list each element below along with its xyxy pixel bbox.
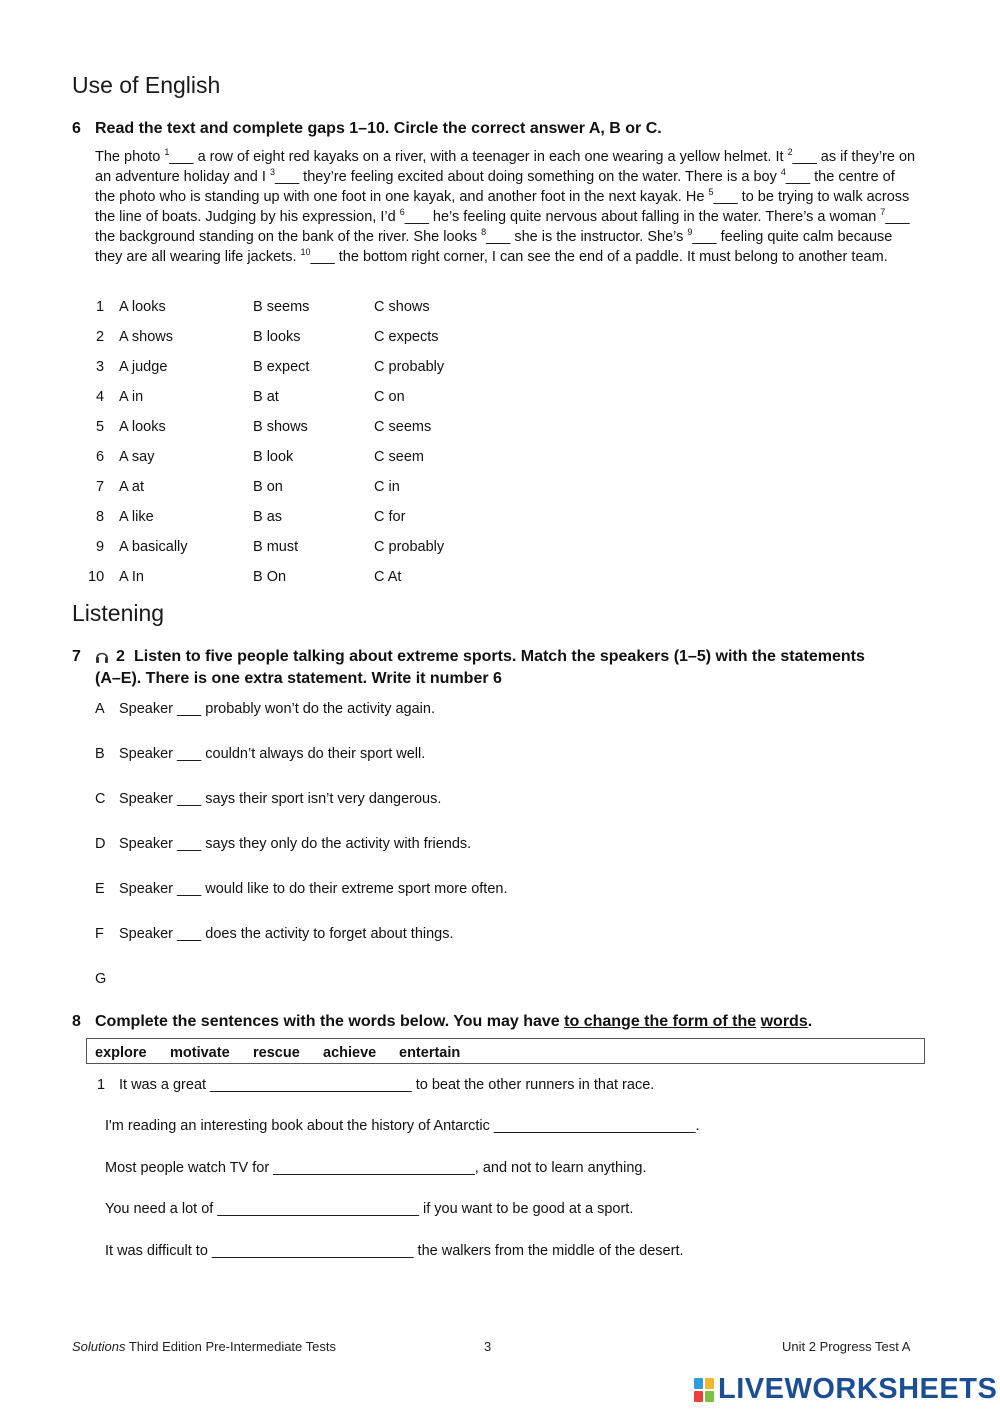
option-row (0, 299, 1000, 319)
statement-row (0, 791, 1000, 811)
item-number: 4 (96, 389, 105, 405)
word-bank-item: motivate (170, 1045, 230, 1061)
question-instruction-line1: Listen to five people talking about extreme sports. Match the speakers (1–5) with the statements (134, 648, 865, 665)
sentence-text[interactable]: You need a lot of _________________________ if you want to be good at a sport. (105, 1201, 634, 1217)
liveworksheets-logo-text: LIVEWORKSHEETS (718, 1373, 998, 1405)
question-number: 7 (72, 648, 81, 665)
option-row (0, 329, 1000, 349)
audio-icon[interactable] (95, 649, 109, 670)
option-b[interactable]: B looks (253, 329, 301, 345)
sentence-row (0, 1243, 1000, 1263)
statement-text[interactable]: Speaker ___ probably won’t do the activity again. (119, 701, 435, 717)
statement-letter: A (95, 701, 105, 717)
section-heading-use-of-english: Use of English (72, 72, 221, 98)
option-row (0, 479, 1000, 499)
statement-text[interactable]: Speaker ___ says they only do the activity with friends. (119, 836, 472, 852)
option-row (0, 509, 1000, 529)
item-number: 2 (96, 329, 105, 345)
question-number: 6 (72, 120, 81, 137)
track-number: 2 (116, 648, 125, 665)
sentence-text[interactable]: I'm reading an interesting book about the history of Antarctic _________________________. (105, 1118, 700, 1134)
option-c[interactable]: C shows (374, 299, 430, 315)
statement-row (0, 971, 1000, 991)
item-number: 1 (96, 299, 105, 315)
item-number: 6 (96, 449, 105, 465)
word-bank (86, 1038, 925, 1064)
word-bank-item: rescue (253, 1045, 300, 1061)
item-number: 10 (88, 569, 105, 585)
option-a[interactable]: A say (119, 449, 155, 465)
option-c[interactable]: C At (374, 569, 402, 585)
option-row (0, 569, 1000, 589)
sentence-text[interactable]: Most people watch TV for _________________________, and not to learn anything. (105, 1160, 647, 1176)
statement-row (0, 881, 1000, 901)
option-c[interactable]: C for (374, 509, 406, 525)
item-number: 5 (96, 419, 105, 435)
statement-row (0, 701, 1000, 721)
statement-letter: D (95, 836, 106, 852)
option-b[interactable]: B at (253, 389, 279, 405)
option-b[interactable]: B as (253, 509, 283, 525)
option-row (0, 389, 1000, 409)
reading-passage: The photo $^1$___ a row of eight red kayaks on a river, with a teenager in each one wearing a yellow helmet. It $^2$___ as if they’re on an adventure holiday and I $^3$___ they’re feeling excited about doing something on the water. There is a boy $^4$___ the centre of the photo who is standing up with one foot in one kayak, and another foot in the next kayak. He $^5$___ to be trying to walk across the line of boats. Judging by his expression, I’d $^6$___ he’s feeling quite nervous about falling in the water. There’s a woman $^7$___ the background standing on the bank of the river. She looks $^8$___ she is the instructor. She’s $^9$___ feeling quite calm because they are all wearing life jackets. $^{10}$___ the bottom right corner, I can see the end of a paddle. It must belong to another team. (95, 147, 916, 265)
option-b[interactable]: B On (253, 569, 287, 585)
statement-letter: F (95, 926, 104, 942)
statement-row (0, 746, 1000, 766)
sentence-row (0, 1160, 1000, 1180)
option-b[interactable]: B shows (253, 419, 308, 435)
option-a[interactable]: A looks (119, 419, 166, 435)
statement-text[interactable]: Speaker ___ says their sport isn’t very dangerous. (119, 791, 442, 807)
option-row (0, 419, 1000, 439)
question-instruction: Read the text and complete gaps 1–10. Circle the correct answer A, B or C. (95, 120, 662, 137)
question-instruction-line2: (A–E). There is one extra statement. Write it number 6 (95, 670, 502, 687)
option-a[interactable]: A In (119, 569, 144, 585)
sentence-text[interactable]: It was a great _________________________ to beat the other runners in that race. (119, 1077, 655, 1093)
option-c[interactable]: C probably (374, 359, 445, 375)
option-row (0, 539, 1000, 559)
word-bank-item: achieve (323, 1045, 377, 1061)
option-b[interactable]: B look (253, 449, 294, 465)
option-c[interactable]: C expects (374, 329, 439, 345)
option-c[interactable]: C in (374, 479, 400, 495)
statement-letter: C (95, 791, 106, 807)
liveworksheets-logo-icon (694, 1378, 714, 1402)
option-a[interactable]: A looks (119, 299, 166, 315)
question-number: 8 (72, 1013, 81, 1030)
statement-text[interactable]: Speaker ___ does the activity to forget about things. (119, 926, 454, 942)
statement-text[interactable]: Speaker ___ would like to do their extreme sport more often. (119, 881, 508, 897)
option-a[interactable]: A basically (119, 539, 188, 555)
option-a[interactable]: A in (119, 389, 144, 405)
option-a[interactable]: A judge (119, 359, 168, 375)
statement-row (0, 926, 1000, 946)
statement-text[interactable]: Speaker ___ couldn’t always do their sport well. (119, 746, 426, 762)
option-c[interactable]: C seems (374, 419, 432, 435)
sentence-row (0, 1077, 1000, 1097)
option-a[interactable]: A shows (119, 329, 173, 345)
option-a[interactable]: A at (119, 479, 144, 495)
option-b[interactable]: B seems (253, 299, 310, 315)
statement-letter: E (95, 881, 105, 897)
option-b[interactable]: B expect (253, 359, 310, 375)
footer-page-number: 3 (484, 1339, 492, 1354)
item-number: 3 (96, 359, 105, 375)
option-c[interactable]: C probably (374, 539, 445, 555)
sentence-row (0, 1118, 1000, 1138)
statement-letter: B (95, 746, 105, 762)
statement-row (0, 836, 1000, 856)
statement-letter: G (95, 971, 107, 987)
sentence-text[interactable]: It was difficult to _________________________ the walkers from the middle of the desert. (105, 1243, 684, 1259)
question-instruction: Complete the sentences with the words below. You may have to change the form of the words. (95, 1013, 813, 1030)
option-row (0, 449, 1000, 469)
option-b[interactable]: B must (253, 539, 299, 555)
item-number: 8 (96, 509, 105, 525)
section-heading-listening: Listening (72, 600, 165, 626)
option-a[interactable]: A like (119, 509, 154, 525)
item-number: 7 (96, 479, 105, 495)
option-c[interactable]: C seem (374, 449, 424, 465)
footer-unit-title: Unit 2 Progress Test A (782, 1339, 911, 1354)
option-b[interactable]: B on (253, 479, 283, 495)
footer-book-title: Solutions Third Edition Pre-Intermediate Tests (72, 1339, 336, 1354)
sentence-row (0, 1201, 1000, 1221)
word-bank-item: entertain (399, 1045, 461, 1061)
item-number: 1 (97, 1077, 106, 1093)
item-number: 9 (96, 539, 105, 555)
word-bank-item: explore (95, 1045, 147, 1061)
option-row (0, 359, 1000, 379)
option-c[interactable]: C on (374, 389, 405, 405)
